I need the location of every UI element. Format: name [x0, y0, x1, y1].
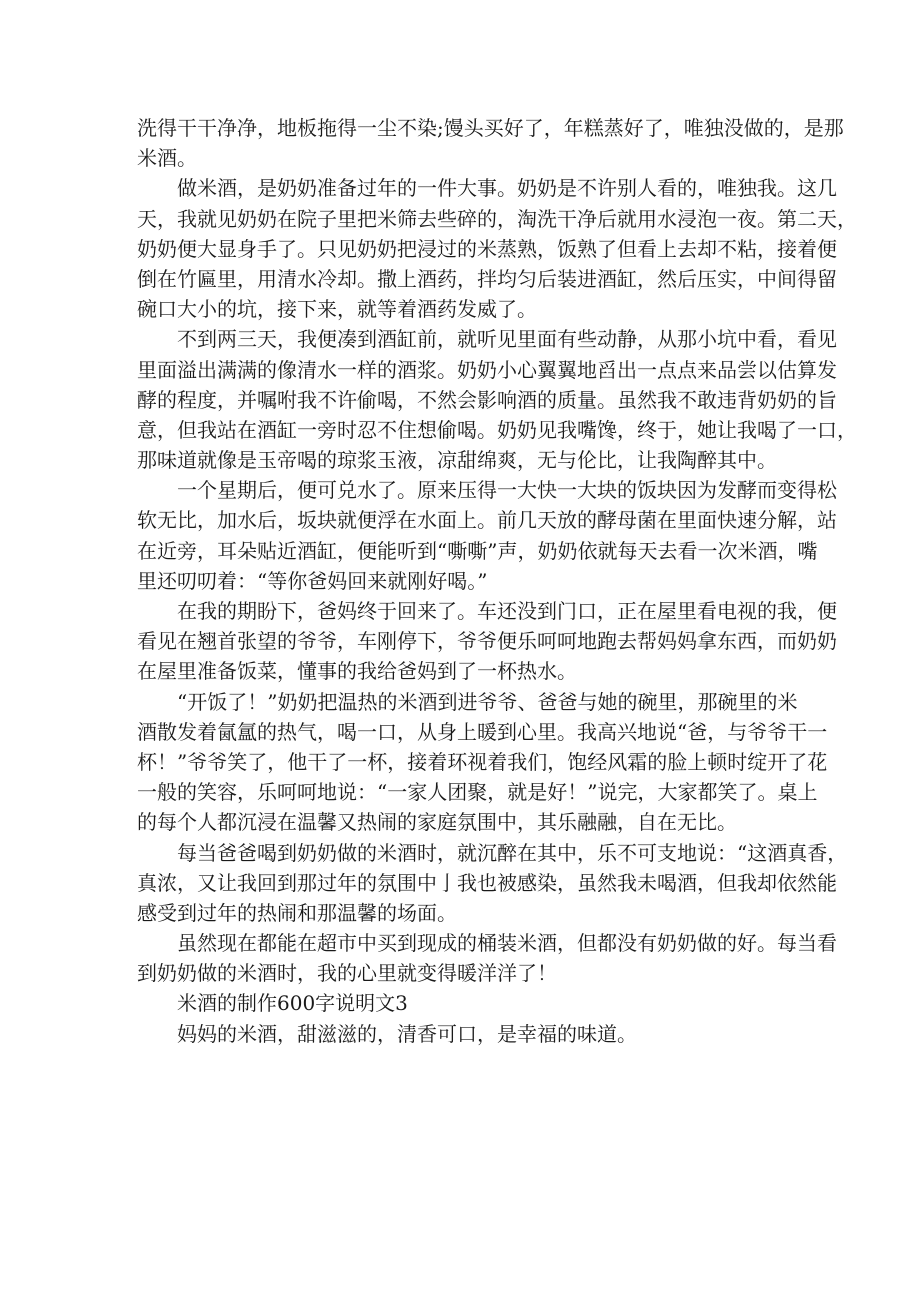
text-line: 酵的程度，并嘱咐我不许偷喝，不然会影响酒的质量。虽然我不敢违背奶奶的旨 — [137, 387, 837, 412]
paragraph-first-line: 每当爸爸喝到奶奶做的米酒时，就沉醉在其中，乐不可支地说：“这酒真香， — [177, 840, 848, 865]
paragraph-first-line: 不到两三天，我便凑到酒缸前，就听见里面有些动静，从那小坑中看，看见 — [177, 327, 837, 352]
text-line: 软无比，加水后，坂块就便浮在水面上。前几天放的酵母菌在里面快速分解，站 — [137, 508, 837, 533]
text-line: 奶奶便大显身手了。只见奶奶把浸过的米蒸熟，饭熟了但看上去却不粘，接着便 — [137, 236, 837, 261]
text-line: 洗得干干净净，地板拖得一尘不染;馒头买好了，年糕蒸好了，唯独没做的，是那 — [137, 116, 844, 140]
paragraph-first-line: 妈妈的米酒，甜滋滋的，清香可口，是幸福的味道。 — [177, 1021, 637, 1046]
text-line: 米酒。 — [137, 146, 197, 171]
paragraph-first-line: “开饭了！”奶奶把温热的米酒到进爷爷、爸爸与她的碗里，那碗里的米 — [177, 689, 798, 714]
text-line: 到奶奶做的米酒时，我的心里就变得暖洋洋了！ — [137, 961, 557, 986]
text-line: 感受到过年的热闹和那温馨的场面。 — [137, 900, 457, 925]
text-line: 里还叨叨着：“等你爸妈回来就刚好喝。” — [137, 568, 488, 593]
article-body — [137, 113, 857, 1049]
text-line: 在近旁，耳朵贴近酒缸，便能听到“嘶嘶”声，奶奶依就每天去看一次米酒，嘴 — [137, 538, 818, 563]
text-line: 酒散发着氤氲的热气，喝一口，从身上暖到心里。我高兴地说“爸，与爷爷干一 — [137, 719, 828, 744]
text-line: 一般的笑容，乐呵呵地说：“一家人团聚，就是好！”说完，大家都笑了。桌上 — [137, 780, 818, 805]
text-line: 天，我就见奶奶在院子里把米筛去些碎的，淘洗干净后就用水浸泡一夜。第二天， — [137, 206, 857, 231]
text-line: 看见在翘首张望的爷爷，车刚停下，爷爷便乐呵呵地跑去帮妈妈拿东西，而奶奶 — [137, 629, 837, 654]
text-line: 杯！”爷爷笑了，他干了一杯，接着环视着我们，饱经风霜的脸上顿时绽开了花 — [137, 749, 828, 774]
text-line: 碗口大小的坑，接下来，就等着酒药发威了。 — [137, 297, 537, 322]
text-line: 意，但我站在酒缸一旁时忍不住想偷喝。奶奶见我嘴馋，终于，她让我喝了一口， — [137, 417, 857, 442]
text-line: 倒在竹匾里，用清水冷却。撒上酒药，拌均匀后装进酒缸，然后压实，中间得留 — [137, 266, 837, 291]
text-line: 真浓，又让我回到那过年的氛围中亅我也被感染，虽然我未喝酒，但我却依然能 — [137, 870, 837, 895]
text-line: 的每个人都沉浸在温馨又热闹的家庭氛围中，其乐融融，自在无比。 — [137, 810, 737, 835]
text-line: 那味道就像是玉帝喝的琼浆玉液，凉甜绵爽，无与伦比，让我陶醉其中。 — [137, 448, 777, 473]
paragraph-first-line: 在我的期盼下，爸妈终于回来了。车还没到门口，正在屋里看电视的我，便 — [177, 599, 837, 623]
paragraph-first-line: 做米酒，是奶奶准备过年的一件大事。奶奶是不许别人看的，唯独我。这几 — [177, 176, 837, 201]
section-heading: 米酒的制作600字说明文3 — [177, 991, 408, 1016]
paragraph-first-line: 虽然现在都能在超市中买到现成的桶装米酒，但都没有奶奶做的好。每当看 — [177, 931, 837, 956]
paragraph-first-line: 一个星期后，便可兑水了。原来压得一大快一大块的饭块因为发酵而变得松 — [177, 478, 837, 503]
text-line: 在屋里准备饭菜，懂事的我给爸妈到了一杯热水。 — [137, 659, 577, 684]
text-line: 里面溢出满满的像清水一样的酒浆。奶奶小心翼翼地舀出一点点来品尝以估算发 — [137, 357, 837, 382]
